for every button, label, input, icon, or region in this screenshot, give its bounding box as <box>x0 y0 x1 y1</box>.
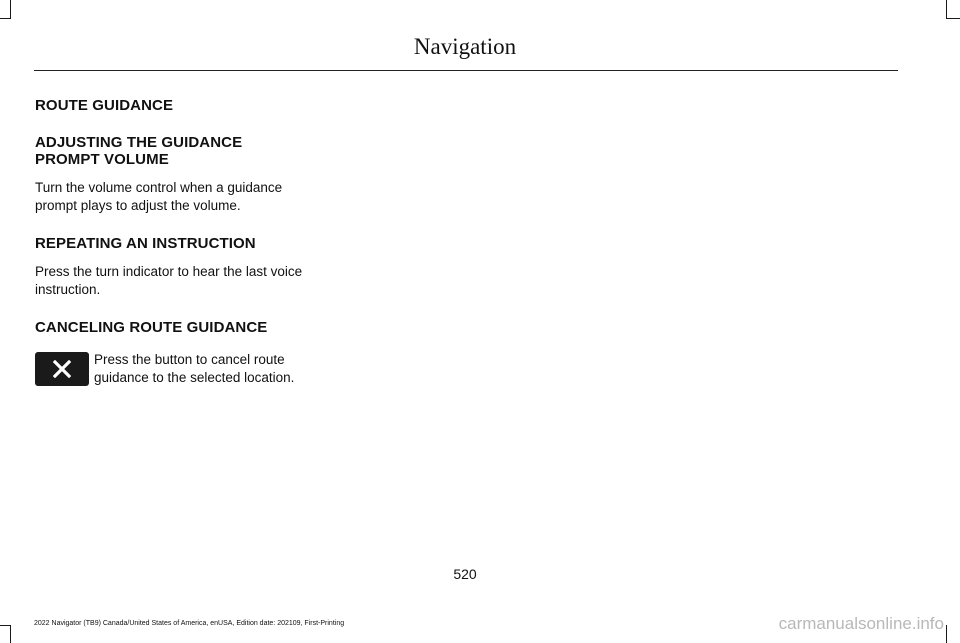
footer-edition-info: 2022 Navigator (TB9) Canada/United States of America, enUSA, Edition date: 202109, First-Printing <box>34 620 345 627</box>
main-column <box>35 97 310 387</box>
paragraph-cancel-guidance: Press the button to cancel route guidance to the selected location. <box>94 352 295 385</box>
close-x-icon <box>35 352 89 386</box>
header-divider <box>34 70 898 71</box>
crop-mark <box>946 625 947 643</box>
paragraph-repeat-instruction: Press the turn indicator to hear the last voice instruction. <box>35 264 303 297</box>
crop-mark <box>0 18 11 19</box>
crop-mark <box>946 18 960 19</box>
crop-mark <box>946 0 947 18</box>
section-heading-repeat-instruction: REPEATING AN INSTRUCTION <box>35 235 256 252</box>
crop-mark <box>10 0 11 18</box>
page-title: Navigation <box>413 34 517 59</box>
watermark: carmanualsonline.info <box>778 614 944 633</box>
crop-mark <box>0 625 11 626</box>
section-heading-guidance-volume: ADJUSTING THE GUIDANCE PROMPT VOLUME <box>35 134 243 168</box>
paragraph-guidance-volume: Turn the volume control when a guidance prompt plays to adjust the volume. <box>35 180 283 213</box>
section-heading-route-guidance: ROUTE GUIDANCE <box>35 97 174 114</box>
section-heading-cancel-guidance: CANCELING ROUTE GUIDANCE <box>35 319 268 336</box>
crop-mark <box>10 625 11 643</box>
cancel-guidance-row <box>35 347 310 387</box>
page-number: 520 <box>453 566 477 582</box>
